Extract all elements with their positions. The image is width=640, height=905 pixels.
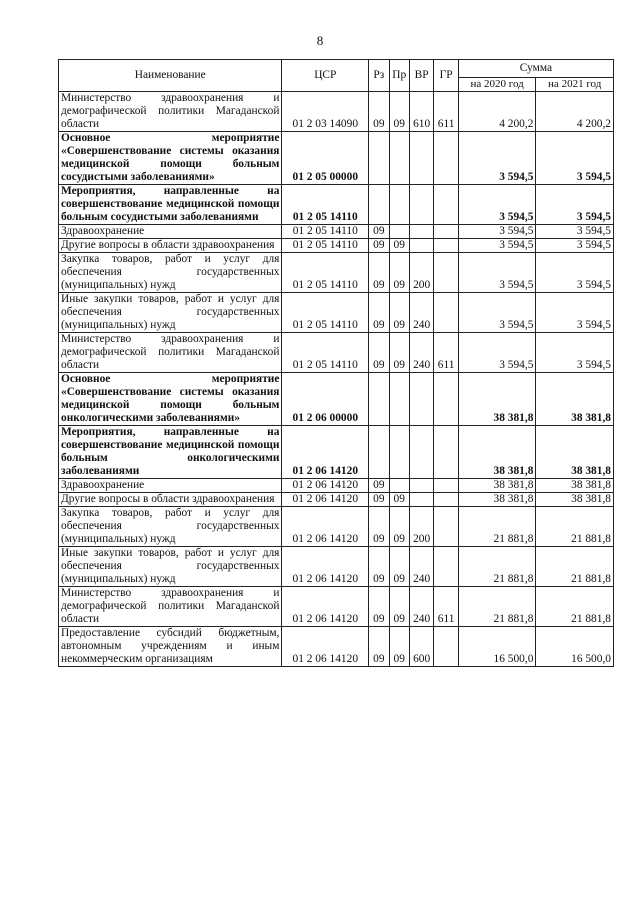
cell-gr — [434, 253, 458, 293]
cell-rz: 09 — [369, 587, 389, 627]
table-row — [59, 225, 614, 239]
cell-csr: 01 2 06 00000 — [282, 373, 369, 426]
cell-rz — [369, 373, 389, 426]
table-row — [59, 92, 614, 132]
cell-csr: 01 2 06 14120 — [282, 479, 369, 493]
cell-sum-2021: 3 594,5 — [536, 132, 614, 185]
cell-pr: 09 — [389, 333, 409, 373]
cell-name: Закупка товаров, работ и услуг для обеспечения государственных (муниципальных) нужд — [59, 253, 282, 293]
cell-gr — [434, 493, 458, 507]
cell-vr: 240 — [409, 547, 433, 587]
cell-gr — [434, 185, 458, 225]
cell-sum-2020: 4 200,2 — [458, 92, 536, 132]
cell-sum-2020: 3 594,5 — [458, 293, 536, 333]
cell-sum-2020: 3 594,5 — [458, 333, 536, 373]
cell-sum-2020: 3 594,5 — [458, 253, 536, 293]
cell-vr: 200 — [409, 253, 433, 293]
cell-pr — [389, 373, 409, 426]
cell-csr: 01 2 05 14110 — [282, 239, 369, 253]
cell-name: Другие вопросы в области здравоохранения — [59, 493, 282, 507]
cell-vr — [409, 479, 433, 493]
table-row — [59, 239, 614, 253]
cell-name: Здравоохранение — [59, 225, 282, 239]
cell-gr — [434, 426, 458, 479]
cell-csr: 01 2 06 14120 — [282, 627, 369, 667]
cell-pr — [389, 225, 409, 239]
cell-name: Иные закупки товаров, работ и услуг для обеспечения государственных (муниципальных) нужд — [59, 293, 282, 333]
cell-gr — [434, 627, 458, 667]
header-year-2021: на 2021 год — [536, 78, 614, 92]
cell-csr: 01 2 06 14120 — [282, 547, 369, 587]
cell-pr: 09 — [389, 293, 409, 333]
cell-sum-2020: 38 381,8 — [458, 373, 536, 426]
cell-vr — [409, 493, 433, 507]
cell-sum-2021: 3 594,5 — [536, 239, 614, 253]
cell-gr — [434, 547, 458, 587]
cell-sum-2021: 3 594,5 — [536, 253, 614, 293]
cell-sum-2020: 21 881,8 — [458, 507, 536, 547]
table-row — [59, 185, 614, 225]
cell-sum-2020: 3 594,5 — [458, 239, 536, 253]
cell-sum-2021: 21 881,8 — [536, 507, 614, 547]
cell-name: Министерство здравоохранения и демографической политики Магаданской области — [59, 587, 282, 627]
cell-csr: 01 2 05 14110 — [282, 225, 369, 239]
cell-sum-2021: 16 500,0 — [536, 627, 614, 667]
header-csr: ЦСР — [282, 60, 369, 92]
cell-rz — [369, 185, 389, 225]
cell-csr: 01 2 05 14110 — [282, 185, 369, 225]
table-body — [59, 92, 614, 667]
cell-sum-2021: 21 881,8 — [536, 587, 614, 627]
cell-pr: 09 — [389, 587, 409, 627]
cell-vr — [409, 185, 433, 225]
table-row — [59, 507, 614, 547]
cell-sum-2021: 3 594,5 — [536, 333, 614, 373]
cell-sum-2020: 16 500,0 — [458, 627, 536, 667]
cell-csr: 01 2 05 14110 — [282, 253, 369, 293]
cell-vr: 610 — [409, 92, 433, 132]
table-header — [59, 60, 614, 92]
cell-rz: 09 — [369, 92, 389, 132]
cell-pr: 09 — [389, 507, 409, 547]
cell-name: Основное мероприятие «Совершенствование системы оказания медицинской помощи больным сосудистыми заболеваниями» — [59, 132, 282, 185]
cell-rz: 09 — [369, 293, 389, 333]
cell-name: Предоставление субсидий бюджетным, автономным учреждениям и иным некоммерческим организациям — [59, 627, 282, 667]
header-rz: Рз — [369, 60, 389, 92]
cell-rz: 09 — [369, 547, 389, 587]
cell-sum-2021: 38 381,8 — [536, 493, 614, 507]
cell-name: Мероприятия, направленные на совершенствование медицинской помощи больным сосудистыми заболеваниями — [59, 185, 282, 225]
cell-rz: 09 — [369, 333, 389, 373]
cell-pr: 09 — [389, 627, 409, 667]
cell-gr — [434, 132, 458, 185]
cell-gr: 611 — [434, 92, 458, 132]
cell-vr: 600 — [409, 627, 433, 667]
cell-vr: 200 — [409, 507, 433, 547]
cell-name: Мероприятия, направленные на совершенствование медицинской помощи больным онкологическими заболеваниями — [59, 426, 282, 479]
cell-sum-2021: 3 594,5 — [536, 185, 614, 225]
cell-sum-2021: 3 594,5 — [536, 293, 614, 333]
cell-sum-2021: 4 200,2 — [536, 92, 614, 132]
table-row — [59, 373, 614, 426]
table-row — [59, 333, 614, 373]
cell-rz: 09 — [369, 225, 389, 239]
header-vr: ВР — [409, 60, 433, 92]
table-row — [59, 253, 614, 293]
cell-csr: 01 2 06 14120 — [282, 426, 369, 479]
cell-rz: 09 — [369, 239, 389, 253]
table-row — [59, 132, 614, 185]
cell-sum-2021: 21 881,8 — [536, 547, 614, 587]
cell-pr — [389, 479, 409, 493]
table-row — [59, 547, 614, 587]
header-year-2020: на 2020 год — [458, 78, 536, 92]
cell-name: Другие вопросы в области здравоохранения — [59, 239, 282, 253]
table-row — [59, 587, 614, 627]
cell-rz: 09 — [369, 253, 389, 293]
cell-pr — [389, 426, 409, 479]
table-row — [59, 627, 614, 667]
cell-sum-2020: 21 881,8 — [458, 547, 536, 587]
cell-vr — [409, 373, 433, 426]
cell-pr — [389, 185, 409, 225]
cell-gr — [434, 293, 458, 333]
table-row — [59, 493, 614, 507]
cell-gr: 611 — [434, 333, 458, 373]
budget-table — [58, 59, 614, 667]
table-row — [59, 426, 614, 479]
cell-sum-2020: 3 594,5 — [458, 132, 536, 185]
cell-gr — [434, 239, 458, 253]
cell-vr — [409, 225, 433, 239]
cell-rz: 09 — [369, 493, 389, 507]
cell-pr: 09 — [389, 92, 409, 132]
cell-gr — [434, 479, 458, 493]
cell-sum-2021: 38 381,8 — [536, 479, 614, 493]
header-pr: Пр — [389, 60, 409, 92]
cell-rz — [369, 132, 389, 185]
cell-vr — [409, 132, 433, 185]
cell-pr: 09 — [389, 493, 409, 507]
cell-name: Министерство здравоохранения и демографической политики Магаданской области — [59, 333, 282, 373]
cell-gr — [434, 225, 458, 239]
table-row — [59, 293, 614, 333]
cell-sum-2020: 38 381,8 — [458, 493, 536, 507]
cell-sum-2020: 38 381,8 — [458, 479, 536, 493]
cell-sum-2020: 21 881,8 — [458, 587, 536, 627]
cell-sum-2020: 3 594,5 — [458, 185, 536, 225]
cell-sum-2020: 38 381,8 — [458, 426, 536, 479]
cell-rz: 09 — [369, 479, 389, 493]
cell-pr: 09 — [389, 239, 409, 253]
cell-vr: 240 — [409, 293, 433, 333]
page-number: 8 — [316, 33, 324, 48]
header-gr: ГР — [434, 60, 458, 92]
cell-csr: 01 2 06 14120 — [282, 507, 369, 547]
cell-csr: 01 2 06 14120 — [282, 587, 369, 627]
cell-sum-2021: 38 381,8 — [536, 373, 614, 426]
cell-rz — [369, 426, 389, 479]
cell-vr: 240 — [409, 587, 433, 627]
cell-pr — [389, 132, 409, 185]
cell-sum-2020: 3 594,5 — [458, 225, 536, 239]
cell-csr: 01 2 03 14090 — [282, 92, 369, 132]
cell-gr — [434, 373, 458, 426]
cell-name: Закупка товаров, работ и услуг для обеспечения государственных (муниципальных) нужд — [59, 507, 282, 547]
cell-rz: 09 — [369, 627, 389, 667]
cell-gr — [434, 507, 458, 547]
cell-gr: 611 — [434, 587, 458, 627]
cell-name: Иные закупки товаров, работ и услуг для обеспечения государственных (муниципальных) нужд — [59, 547, 282, 587]
table-row — [59, 479, 614, 493]
cell-sum-2021: 38 381,8 — [536, 426, 614, 479]
cell-sum-2021: 3 594,5 — [536, 225, 614, 239]
cell-pr: 09 — [389, 547, 409, 587]
cell-pr: 09 — [389, 253, 409, 293]
cell-vr — [409, 239, 433, 253]
cell-csr: 01 2 06 14120 — [282, 493, 369, 507]
cell-csr: 01 2 05 14110 — [282, 293, 369, 333]
cell-name: Здравоохранение — [59, 479, 282, 493]
header-name: Наименование — [59, 60, 282, 92]
cell-rz: 09 — [369, 507, 389, 547]
cell-vr: 240 — [409, 333, 433, 373]
cell-name: Основное мероприятие «Совершенствование системы оказания медицинской помощи больным онкологическими заболеваниями» — [59, 373, 282, 426]
cell-csr: 01 2 05 14110 — [282, 333, 369, 373]
cell-vr — [409, 426, 433, 479]
cell-name: Министерство здравоохранения и демографической политики Магаданской области — [59, 92, 282, 132]
header-sum: Сумма — [458, 60, 613, 78]
cell-csr: 01 2 05 00000 — [282, 132, 369, 185]
